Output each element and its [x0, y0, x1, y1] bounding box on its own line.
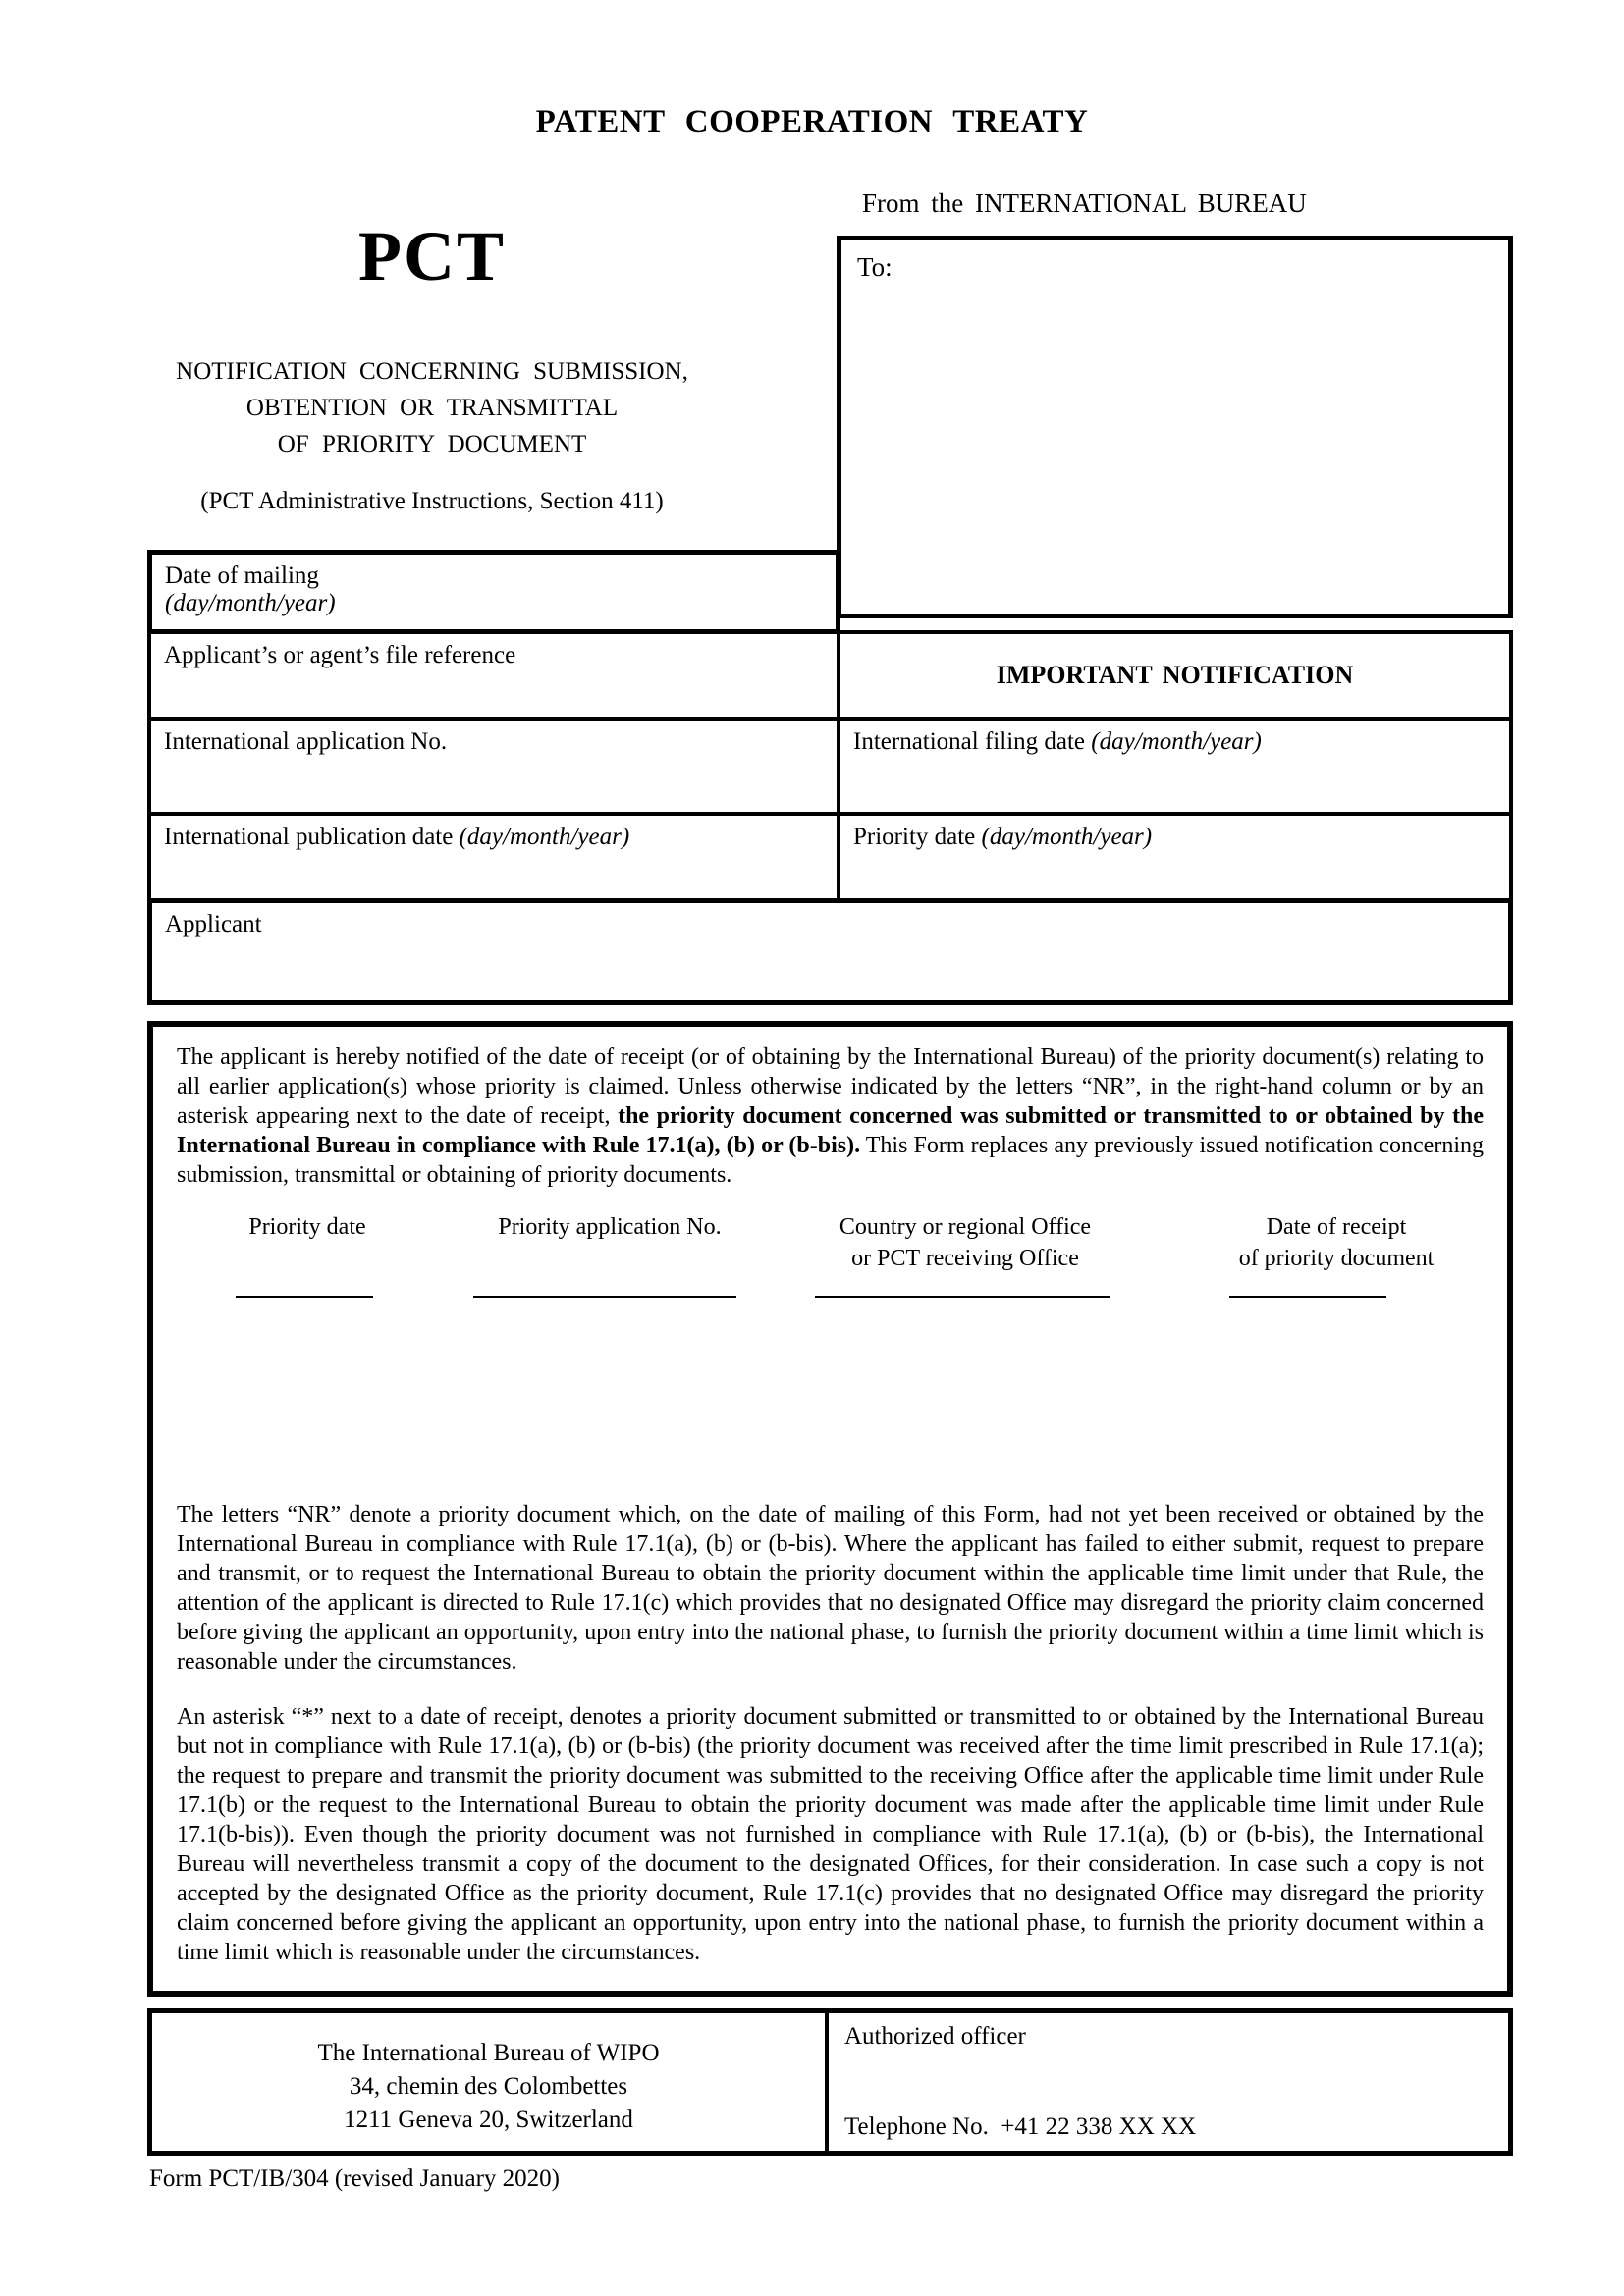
pct-logo: PCT	[358, 217, 506, 295]
applicant-field	[147, 898, 1513, 1005]
document-title-line-1: NOTIFICATION CONCERNING SUBMISSION,	[176, 358, 688, 385]
form-number: Form PCT/IB/304 (revised January 2020)	[149, 2165, 561, 2192]
important-notification-banner	[837, 630, 1513, 721]
international-publication-date-format: (day/month/year)	[459, 824, 630, 850]
international-filing-date-format: (day/month/year)	[1091, 728, 1262, 755]
file-reference-field	[147, 630, 840, 721]
paragraph-1-text: The applicant is hereby notified of the date of receipt (or of obtaining by the International Bureau) of the priority document(s) relating to all earlier application(s) whose priority is claimed. Unless otherwise indicated by the letters “NR”, in the right-hand column or by an asterisk appearing next to the date of receipt,	[177, 1044, 1484, 1129]
treaty-title: PATENT COOPERATION TREATY	[535, 104, 1089, 139]
international-filing-date-label: International filing date	[853, 728, 1086, 755]
authorized-officer-label: Authorized officer	[844, 2023, 1026, 2050]
notice-paragraph-3: An asterisk “*” next to a date of receipt, denotes a priority document submitted or transmitted to or obtained by the International Bureau but not in compliance with Rule 17.1(a), (b) or (b-bis) (the priority document was received after the time limit prescribed in Rule 17.1(a); the request to prepare and transmit the priority document was submitted to the receiving Office after the applicable time limit under Rule 17.1(b) or the request to the International Bureau to obtain the priority document was made after the applicable time limit under Rule 17.1(b-bis)). Even though the priority document was not furnished in compliance with Rule 17.1(a), (b) or (b-bis), the International Bureau will nevertheless transmit a copy of the document to the designated Offices, for their consideration. In case such a copy is not accepted by the designated Office as the priority document, Rule 17.1(c) provides that no designated Office may disregard the priority claim concerned before giving the applicant an opportunity, upon entry into the national phase, to furnish the priority document within a time limit which is reasonable under the circumstances.	[177, 1704, 1484, 1965]
to-label: To:	[857, 252, 893, 282]
international-bureau-address-box	[147, 2008, 829, 2156]
bureau-address-line-1: The International Bureau of WIPO	[317, 2040, 660, 2066]
international-application-no-label: International application No.	[164, 728, 448, 755]
column-header-priority-application-no-line1: Priority application No.	[498, 1214, 722, 1240]
column-header-country-or-office	[818, 1211, 1112, 1274]
international-application-no-field	[147, 717, 840, 816]
international-filing-date-field	[837, 717, 1513, 816]
priority-date-field	[837, 812, 1513, 902]
date-of-mailing-field	[147, 550, 840, 634]
document-title-line-3: OF PRIORITY DOCUMENT	[277, 431, 587, 457]
paragraph-1-closing-text: This Form replaces any previously issued notification concerning submission, transmittal or obtaining of priority documents.	[177, 1133, 1484, 1188]
notice-paragraph-2: The letters “NR” denote a priority document which, on the date of mailing of this Form, had not yet been received or obtained by the International Bureau in compliance with Rule 17.1(a), (b) or (b-bis). Where the applicant has failed to either submit, request to prepare and transmit, or to request the International Bureau to obtain the priority document within the applicable time limit under that Rule, the attention of the applicant is directed to Rule 17.1(c) which provides that no designated Office may disregard the priority claim concerned before giving the applicant an opportunity, upon entry into the national phase, to furnish the priority document within a time limit which is reasonable under the circumstances.	[177, 1502, 1484, 1675]
date-of-mailing-label: Date of mailing	[165, 562, 319, 589]
column-header-priority-application-no	[462, 1211, 757, 1243]
country-or-office-column-rule	[815, 1296, 1110, 1298]
column-header-country-or-office-line1: Country or regional Office	[839, 1214, 1092, 1240]
international-publication-date-field	[147, 812, 840, 902]
telephone-label: Telephone No.	[844, 2113, 989, 2140]
column-header-priority-date	[209, 1211, 406, 1243]
bureau-address-line-3: 1211 Geneva 20, Switzerland	[344, 2107, 633, 2133]
column-header-country-or-office-line2: or PCT receiving Office	[851, 1246, 1079, 1271]
priority-date-label: Priority date	[853, 824, 976, 850]
international-publication-date-label: International publication date	[164, 824, 454, 850]
column-header-date-of-receipt-line1: Date of receipt	[1266, 1214, 1407, 1240]
bureau-address-line-2: 34, chemin des Colombettes	[349, 2073, 628, 2100]
column-header-priority-date-line1: Priority date	[248, 1214, 366, 1240]
file-reference-label: Applicant’s or agent’s file reference	[164, 642, 516, 668]
document-title	[147, 353, 717, 462]
to-address-box	[837, 236, 1513, 618]
priority-date-format: (day/month/year)	[981, 824, 1153, 850]
important-notification-label: IMPORTANT NOTIFICATION	[996, 661, 1354, 689]
telephone-value: +41 22 338 XX XX	[1001, 2113, 1197, 2140]
notice-paragraph-1	[177, 1042, 1484, 1190]
priority-application-no-column-rule	[473, 1296, 736, 1298]
from-international-bureau-line: From the INTERNATIONAL BUREAU	[862, 188, 1307, 218]
date-of-mailing-format: (day/month/year)	[165, 590, 336, 616]
telephone-line	[844, 2113, 1196, 2141]
applicant-label: Applicant	[165, 911, 262, 937]
authorized-officer-box	[825, 2008, 1513, 2156]
priority-date-column-rule	[236, 1296, 373, 1298]
column-header-date-of-receipt-line2: of priority document	[1238, 1246, 1435, 1271]
column-header-date-of-receipt	[1189, 1211, 1484, 1274]
administrative-instructions-reference: (PCT Administrative Instructions, Section 411)	[200, 488, 664, 514]
notification-body-box	[147, 1021, 1513, 1997]
paragraph-1-bold-text: the priority document concerned was submitted or transmitted to or obtained by the International Bureau in compliance with Rule 17.1(a), (b) or (b-bis).	[177, 1103, 1485, 1158]
document-title-line-2: OBTENTION OR TRANSMITTAL	[245, 395, 619, 421]
date-of-receipt-column-rule	[1229, 1296, 1386, 1298]
